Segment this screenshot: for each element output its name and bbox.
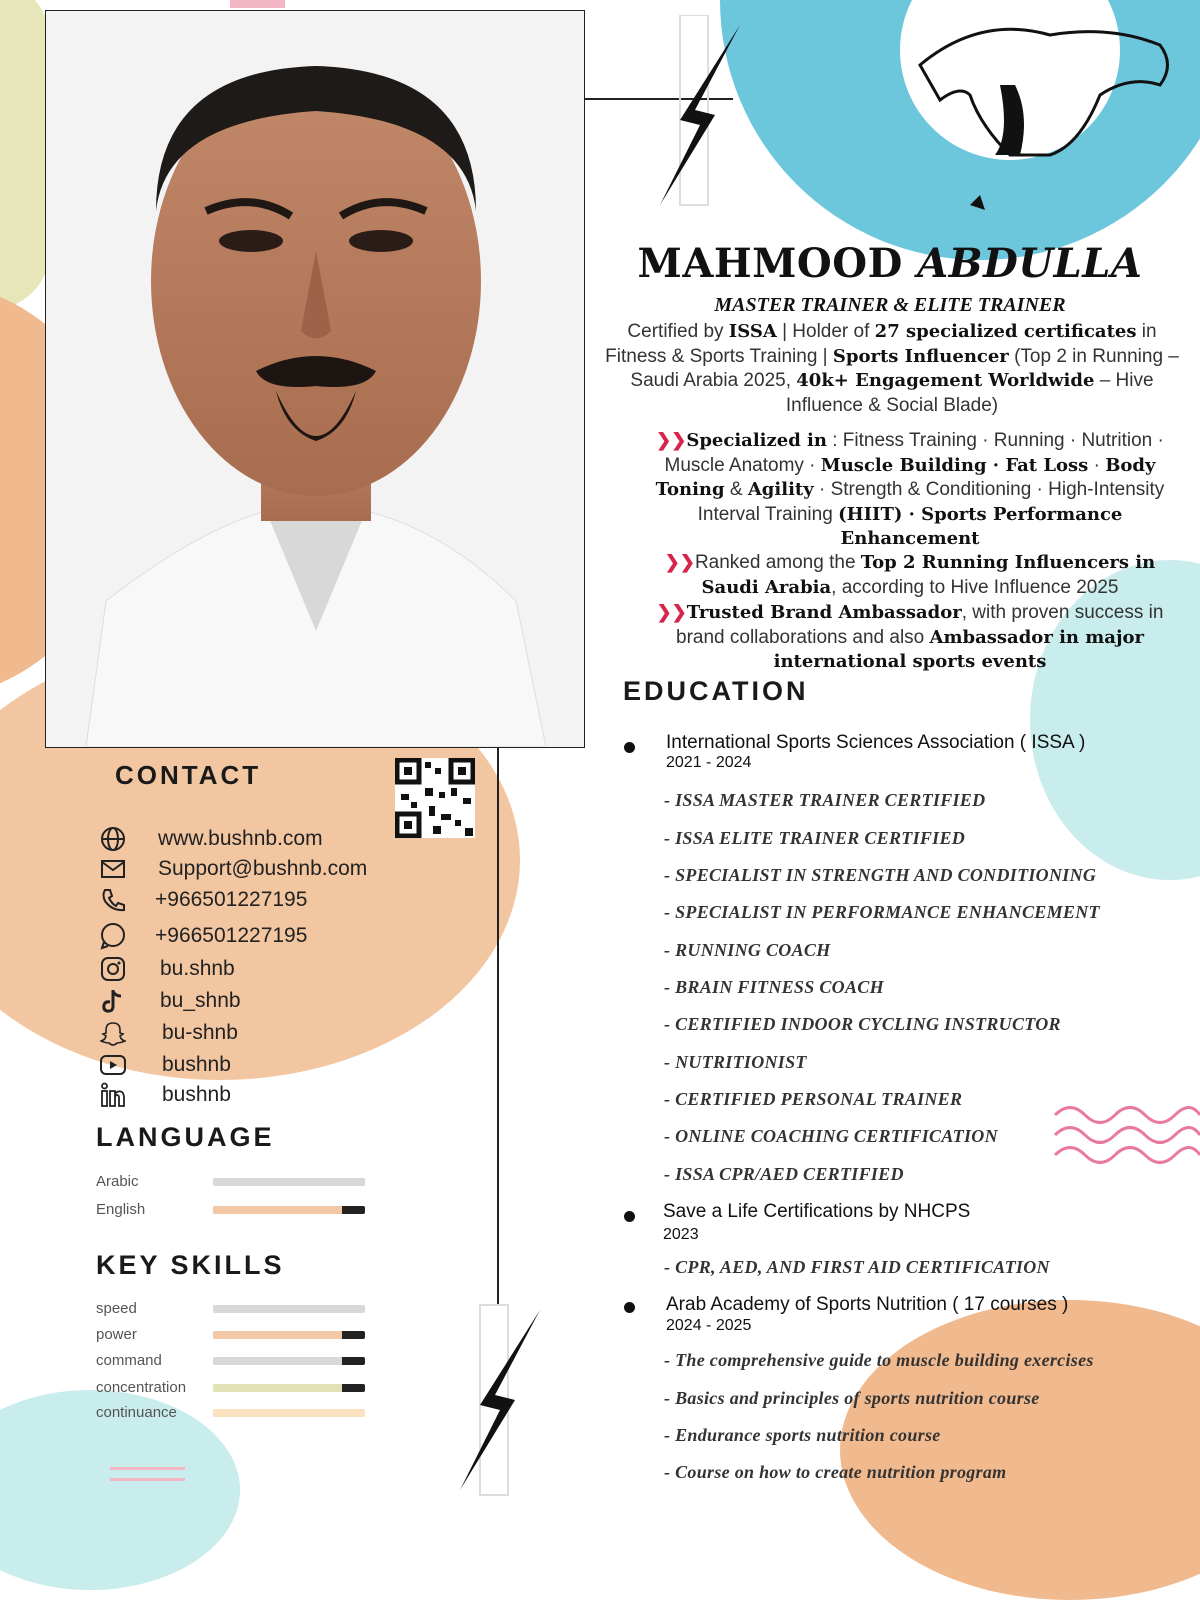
skill-label: speed (96, 1300, 137, 1317)
decor-orange-blob-bottom-right (840, 1300, 1200, 1600)
instagram-icon (98, 955, 128, 983)
skill-label: power (96, 1326, 137, 1343)
education-bullet (624, 1211, 635, 1222)
cert-item: - BRAIN FITNESS COACH (664, 977, 884, 997)
cert-item: - ISSA ELITE TRAINER CERTIFIED (664, 828, 966, 848)
logo-bolt-bottom-icon (455, 1300, 545, 1500)
globe-icon (98, 825, 128, 853)
key-skills-heading: KEY SKILLS (96, 1250, 285, 1280)
decor-yellow-strip (0, 0, 50, 310)
language-label: Arabic (96, 1173, 139, 1190)
mail-icon (98, 855, 128, 883)
cert-item: - SPECIALIST IN PERFORMANCE ENHANCEMENT (664, 902, 1100, 922)
skill-label: command (96, 1352, 162, 1369)
education-years: 2023 (663, 1226, 699, 1243)
language-bar (213, 1178, 365, 1186)
linkedin-icon (98, 1081, 128, 1109)
skill-label: continuance (96, 1404, 177, 1421)
contact-heading: CONTACT (115, 760, 262, 790)
education-heading: EDUCATION (623, 676, 809, 706)
cert-item: - CERTIFIED PERSONAL TRAINER (664, 1089, 963, 1109)
language-label: English (96, 1201, 146, 1218)
contact-snapchat[interactable]: bu-shnb (98, 1019, 128, 1047)
person-title: MASTER TRAINER & ELITE TRAINER (714, 294, 1066, 316)
contact-email[interactable]: Support@bushnb.com (98, 855, 128, 883)
cert-item: - RUNNING COACH (664, 940, 831, 960)
language-bar (213, 1206, 365, 1214)
skill-label: concentration (96, 1379, 187, 1396)
skill-bar (213, 1331, 365, 1339)
runner-mascot-icon (900, 5, 1190, 220)
skill-bar (213, 1357, 365, 1365)
cert-item: - CPR, AED, AND FIRST AID CERTIFICATION (664, 1257, 1050, 1277)
profile-photo (45, 10, 585, 748)
decor-pink-line (110, 1478, 185, 1481)
education-org: Arab Academy of Sports Nutrition ( 17 courses ) (666, 1294, 1069, 1315)
contact-whatsapp[interactable]: +966501227195 (98, 922, 128, 950)
decor-pink-line (110, 1467, 185, 1470)
portrait-illustration (46, 11, 584, 747)
education-bullet (624, 1302, 635, 1313)
education-years: 2021 - 2024 (666, 754, 752, 771)
cert-item: - Basics and principles of sports nutrition course (664, 1388, 1040, 1408)
youtube-icon (98, 1051, 128, 1079)
education-bullet (624, 742, 635, 753)
qr-code-icon[interactable] (395, 758, 475, 838)
highlight-ambassador: ❯❯Trusted Brand Ambassador, with proven success in brand collaborations and also Ambassador in major international sports events (656, 602, 1164, 672)
cert-item: - ONLINE COACHING CERTIFICATION (664, 1126, 998, 1146)
cert-item: - ISSA CPR/AED CERTIFIED (664, 1164, 904, 1184)
divider-line (497, 746, 499, 1306)
tiktok-icon (98, 987, 128, 1015)
summary-text: Certified by ISSA | Holder of 27 specialized certificates in Fitness & Sports Training | Sports Influencer (Top 2 in Running – Saudi Arabia 2025, 40k+ Engagement Worldwide – Hive Influence & Social Blade) (605, 321, 1179, 416)
contact-website[interactable]: www.bushnb.com (98, 825, 128, 853)
contact-tiktok[interactable]: bu_shnb (98, 987, 128, 1015)
cert-item: - The comprehensive guide to muscle building exercises (664, 1350, 1094, 1370)
contact-linkedin[interactable]: bushnb (98, 1081, 128, 1109)
highlight-ranking: ❯❯Ranked among the Top 2 Running Influencers in Saudi Arabia, according to Hive Influence 2025 (664, 552, 1156, 598)
cert-item: - SPECIALIST IN STRENGTH AND CONDITIONING (664, 865, 1097, 885)
education-org: Save a Life Certifications by NHCPS (663, 1201, 971, 1222)
cert-item: - Course on how to create nutrition program (664, 1462, 1007, 1482)
cert-item: - CERTIFIED INDOOR CYCLING INSTRUCTOR (664, 1014, 1061, 1034)
whatsapp-icon (98, 922, 128, 950)
snapchat-icon (98, 1019, 128, 1047)
contact-youtube[interactable]: bushnb (98, 1051, 128, 1079)
language-heading: LANGUAGE (96, 1122, 275, 1152)
contact-phone[interactable]: +966501227195 (98, 886, 128, 914)
skill-bar (213, 1409, 365, 1417)
cert-item: - NUTRITIONIST (664, 1052, 807, 1072)
education-years: 2024 - 2025 (666, 1317, 752, 1334)
person-name: MAHMOOD ABDULLA (637, 240, 1143, 287)
wave-decor-icon (1050, 1100, 1200, 1180)
cert-item: - Endurance sports nutrition course (664, 1425, 941, 1445)
skill-bar (213, 1305, 365, 1313)
cert-item: - ISSA MASTER TRAINER CERTIFIED (664, 790, 986, 810)
chevron-right-icon: ❯❯ (664, 552, 695, 572)
decor-pink-stripe (230, 0, 285, 8)
skill-bar (213, 1384, 365, 1392)
contact-instagram[interactable]: bu.shnb (98, 955, 128, 983)
phone-icon (98, 886, 128, 914)
logo-bolt-icon (655, 15, 745, 215)
chevron-right-icon: ❯❯ (656, 602, 687, 622)
chevron-right-icon: ❯❯ (656, 430, 687, 450)
highlight-specialized: ❯❯Specialized in : Fitness Training · Running · Nutrition · Muscle Anatomy · Muscle Building · Fat Loss · Body Toning & Agility · Strength & Conditioning · High-Intensity Interval Training (HIIT) · Sports Performance Enhancement (655, 430, 1165, 549)
education-org: International Sports Sciences Association ( ISSA ) (666, 732, 1086, 753)
